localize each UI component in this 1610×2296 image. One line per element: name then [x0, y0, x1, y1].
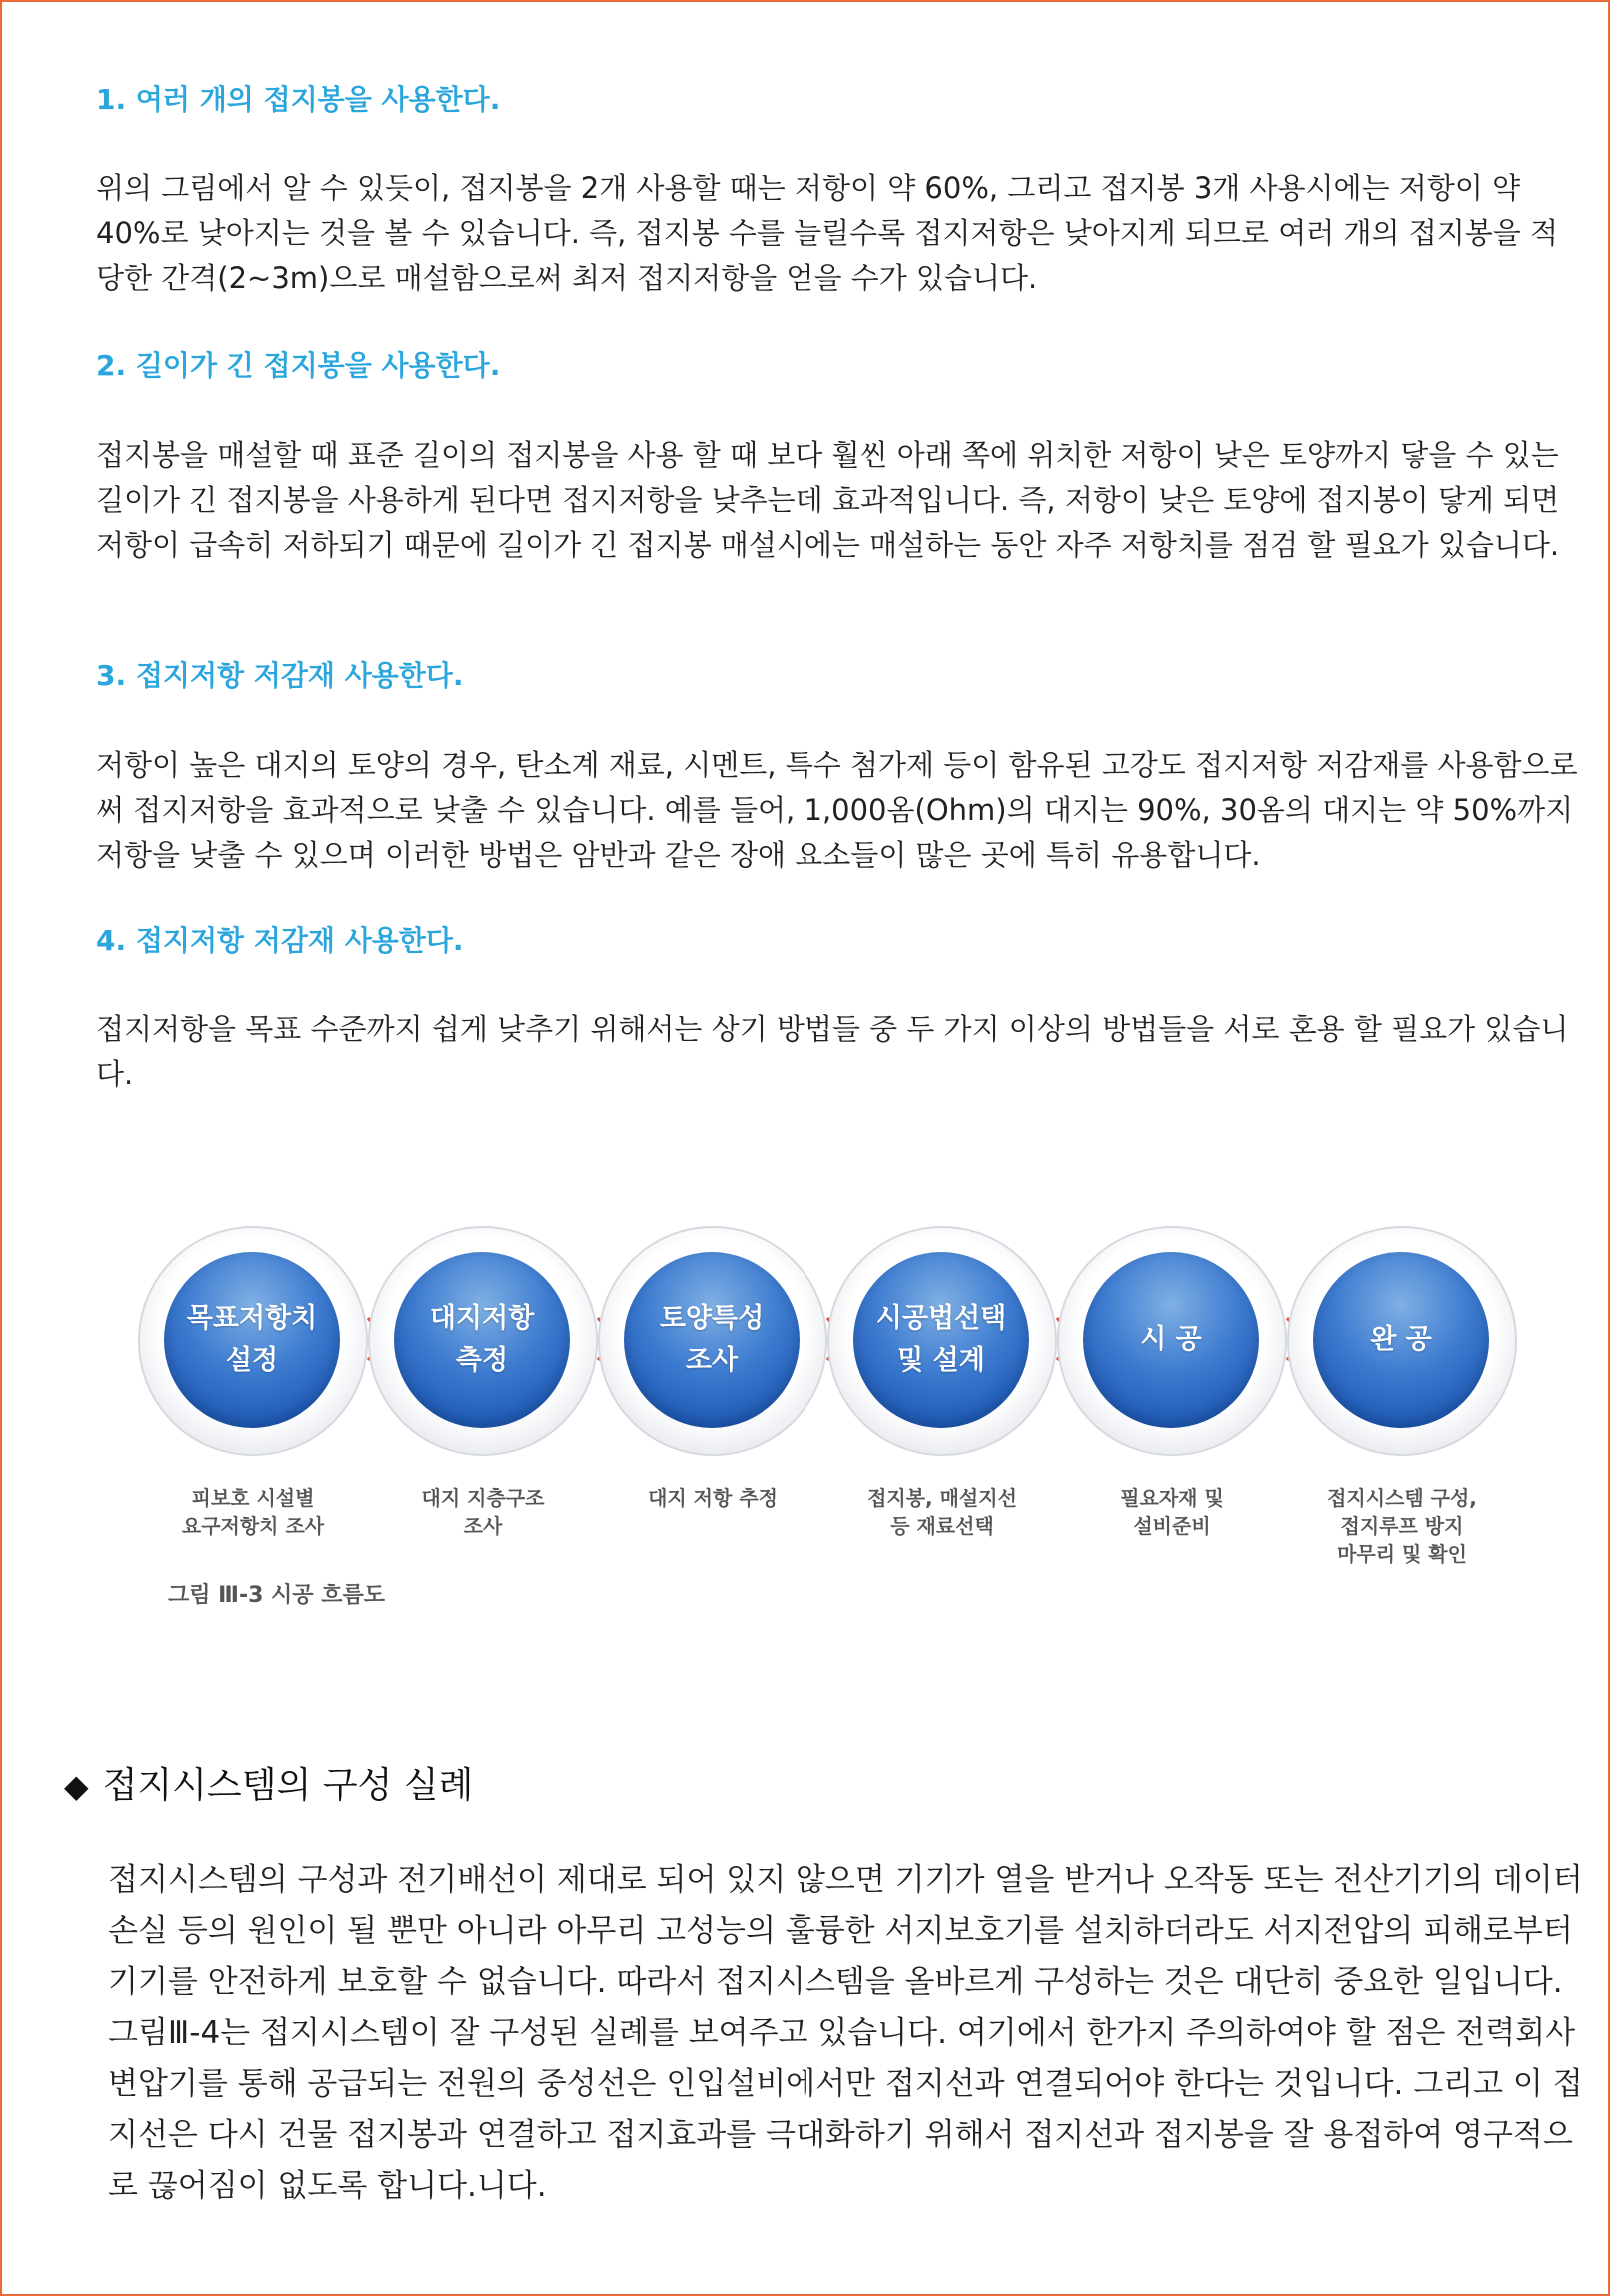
flow-step-title: 시 공: [1140, 1324, 1202, 1355]
flow-step-title: 완 공: [1370, 1324, 1432, 1355]
flow-step-3: [598, 1226, 827, 1456]
flow-step-caption: 대지 저항 추정: [648, 1486, 778, 1510]
figure-caption: 그림 Ⅲ-3 시공 흐름도: [168, 1583, 385, 1608]
grounding-example-body: 접지시스템의 구성과 전기배선이 제대로 되어 있지 않으면 기기가 열을 받거나 오작동 또는 전산기기의 데이터 손실 등의 원인이 될 뿐만 아니라 아무리 고성능의 훌륭한 서지보호기를 설치하더라도 서지전압의 피해로부터 기기를 안전하게 보호할 수 없습니다. 따라서 접지시스템을 올바르게 구성하는 것은 대단히 중요한 일입니다. 그림Ⅲ-4는 접지시스템이 잘 구성된 실례를 보여주고 있습니다. 여기에서 한가지 주의하여야 할 점은 전력회사 변압기를 통해 공급되는 전원의 중성선은 인입설비에서만 접지선과 연결되어야 한다는 것입니다. 그리고 이 접지선은 다시 건물 접지봉과 연결하고 접지효과를 극대화하기 위해서 접지선과 접지봉을 잘 용접하여 영구적으로 끊어짐이 없도록 합니다.니다.: [108, 1862, 1583, 2204]
flow-step-caption: 접지시스템 구성, 접지루프 방지 마무리 및 확인: [1327, 1486, 1477, 1566]
construction-flow-diagram: [2, 1226, 1608, 1646]
section-3-body: 저항이 높은 대지의 토양의 경우, 탄소계 재료, 시멘트, 특수 첨가제 등이 함유된 고강도 접지저항 저감재를 사용함으로써 접지저항을 효과적으로 낮출 수 있습니다. 예를 들어, 1,000옴(Ohm)의 대지는 90%, 30옴의 대지는 약 50%까지 저항을 낮출 수 있으며 이러한 방법은 암반과 같은 장애 요소들이 많은 곳에 특히 유용합니다.: [96, 748, 1578, 872]
flow-step-2: [368, 1226, 598, 1456]
diamond-bullet-icon: ◆: [64, 1767, 89, 1805]
flow-step-caption: 필요자재 및 설비준비: [1120, 1486, 1224, 1538]
section-4-heading: 4. 접지저항 저감재 사용한다.: [96, 924, 464, 957]
flow-step-4: [827, 1226, 1057, 1456]
flow-step-title: 시공법선택 및 설계: [875, 1303, 1007, 1376]
section-heading-grounding-example: [64, 1760, 473, 1812]
flow-step-caption: 피보호 시설별 요구저항치 조사: [181, 1486, 325, 1538]
flow-step-5: [1057, 1226, 1287, 1456]
flow-step-1: [138, 1226, 368, 1456]
section-1-body: 위의 그림에서 알 수 있듯이, 접지봉을 2개 사용할 때는 저항이 약 60%, 그리고 접지봉 3개 사용시에는 저항이 약 40%로 낮아지는 것을 볼 수 있습니다. 즉, 접지봉 수를 늘릴수록 접지저항은 낮아지게 되므로 여러 개의 접지봉을 적당한 간격(2~3m)으로 매설함으로써 최저 접지저항을 얻을 수가 있습니다.: [96, 171, 1559, 295]
section-1-heading: 1. 여러 개의 접지봉을 사용한다.: [96, 83, 501, 116]
flow-step-title: 목표저항치 설정: [186, 1303, 318, 1376]
flow-step-6: [1287, 1226, 1517, 1456]
flow-step-title: 토양특성 조사: [659, 1303, 765, 1376]
flow-step-caption: 접지봉, 매설지선 등 재료선택: [867, 1486, 1017, 1538]
section-3-heading: 3. 접지저항 저감재 사용한다.: [96, 659, 464, 692]
section-2-heading: 2. 길이가 긴 접지봉을 사용한다.: [96, 349, 501, 382]
section-2-body: 접지봉을 매설할 때 표준 길이의 접지봉을 사용 할 때 보다 훨씬 아래 쪽에 위치한 저항이 낮은 토양까지 닿을 수 있는 길이가 긴 접지봉을 사용하게 된다면 접지저항을 낮추는데 효과적입니다. 즉, 저항이 낮은 토양에 접지봉이 닿게 되면 저항이 급속히 저하되기 때문에 길이가 긴 접지봉 매설시에는 매설하는 동안 자주 저항치를 점검 할 필요가 있습니다.: [96, 438, 1560, 562]
section-4-body: 접지저항을 목표 수준까지 쉽게 낮추기 위해서는 상기 방법들 중 두 가지 이상의 방법들을 서로 혼용 할 필요가 있습니다.: [96, 1012, 1569, 1091]
flow-step-caption: 대지 지층구조 조사: [421, 1486, 545, 1538]
section-heading-text: 접지시스템의 구성 실례: [102, 1765, 474, 1806]
flow-step-title: 대지저항 측정: [429, 1303, 535, 1376]
